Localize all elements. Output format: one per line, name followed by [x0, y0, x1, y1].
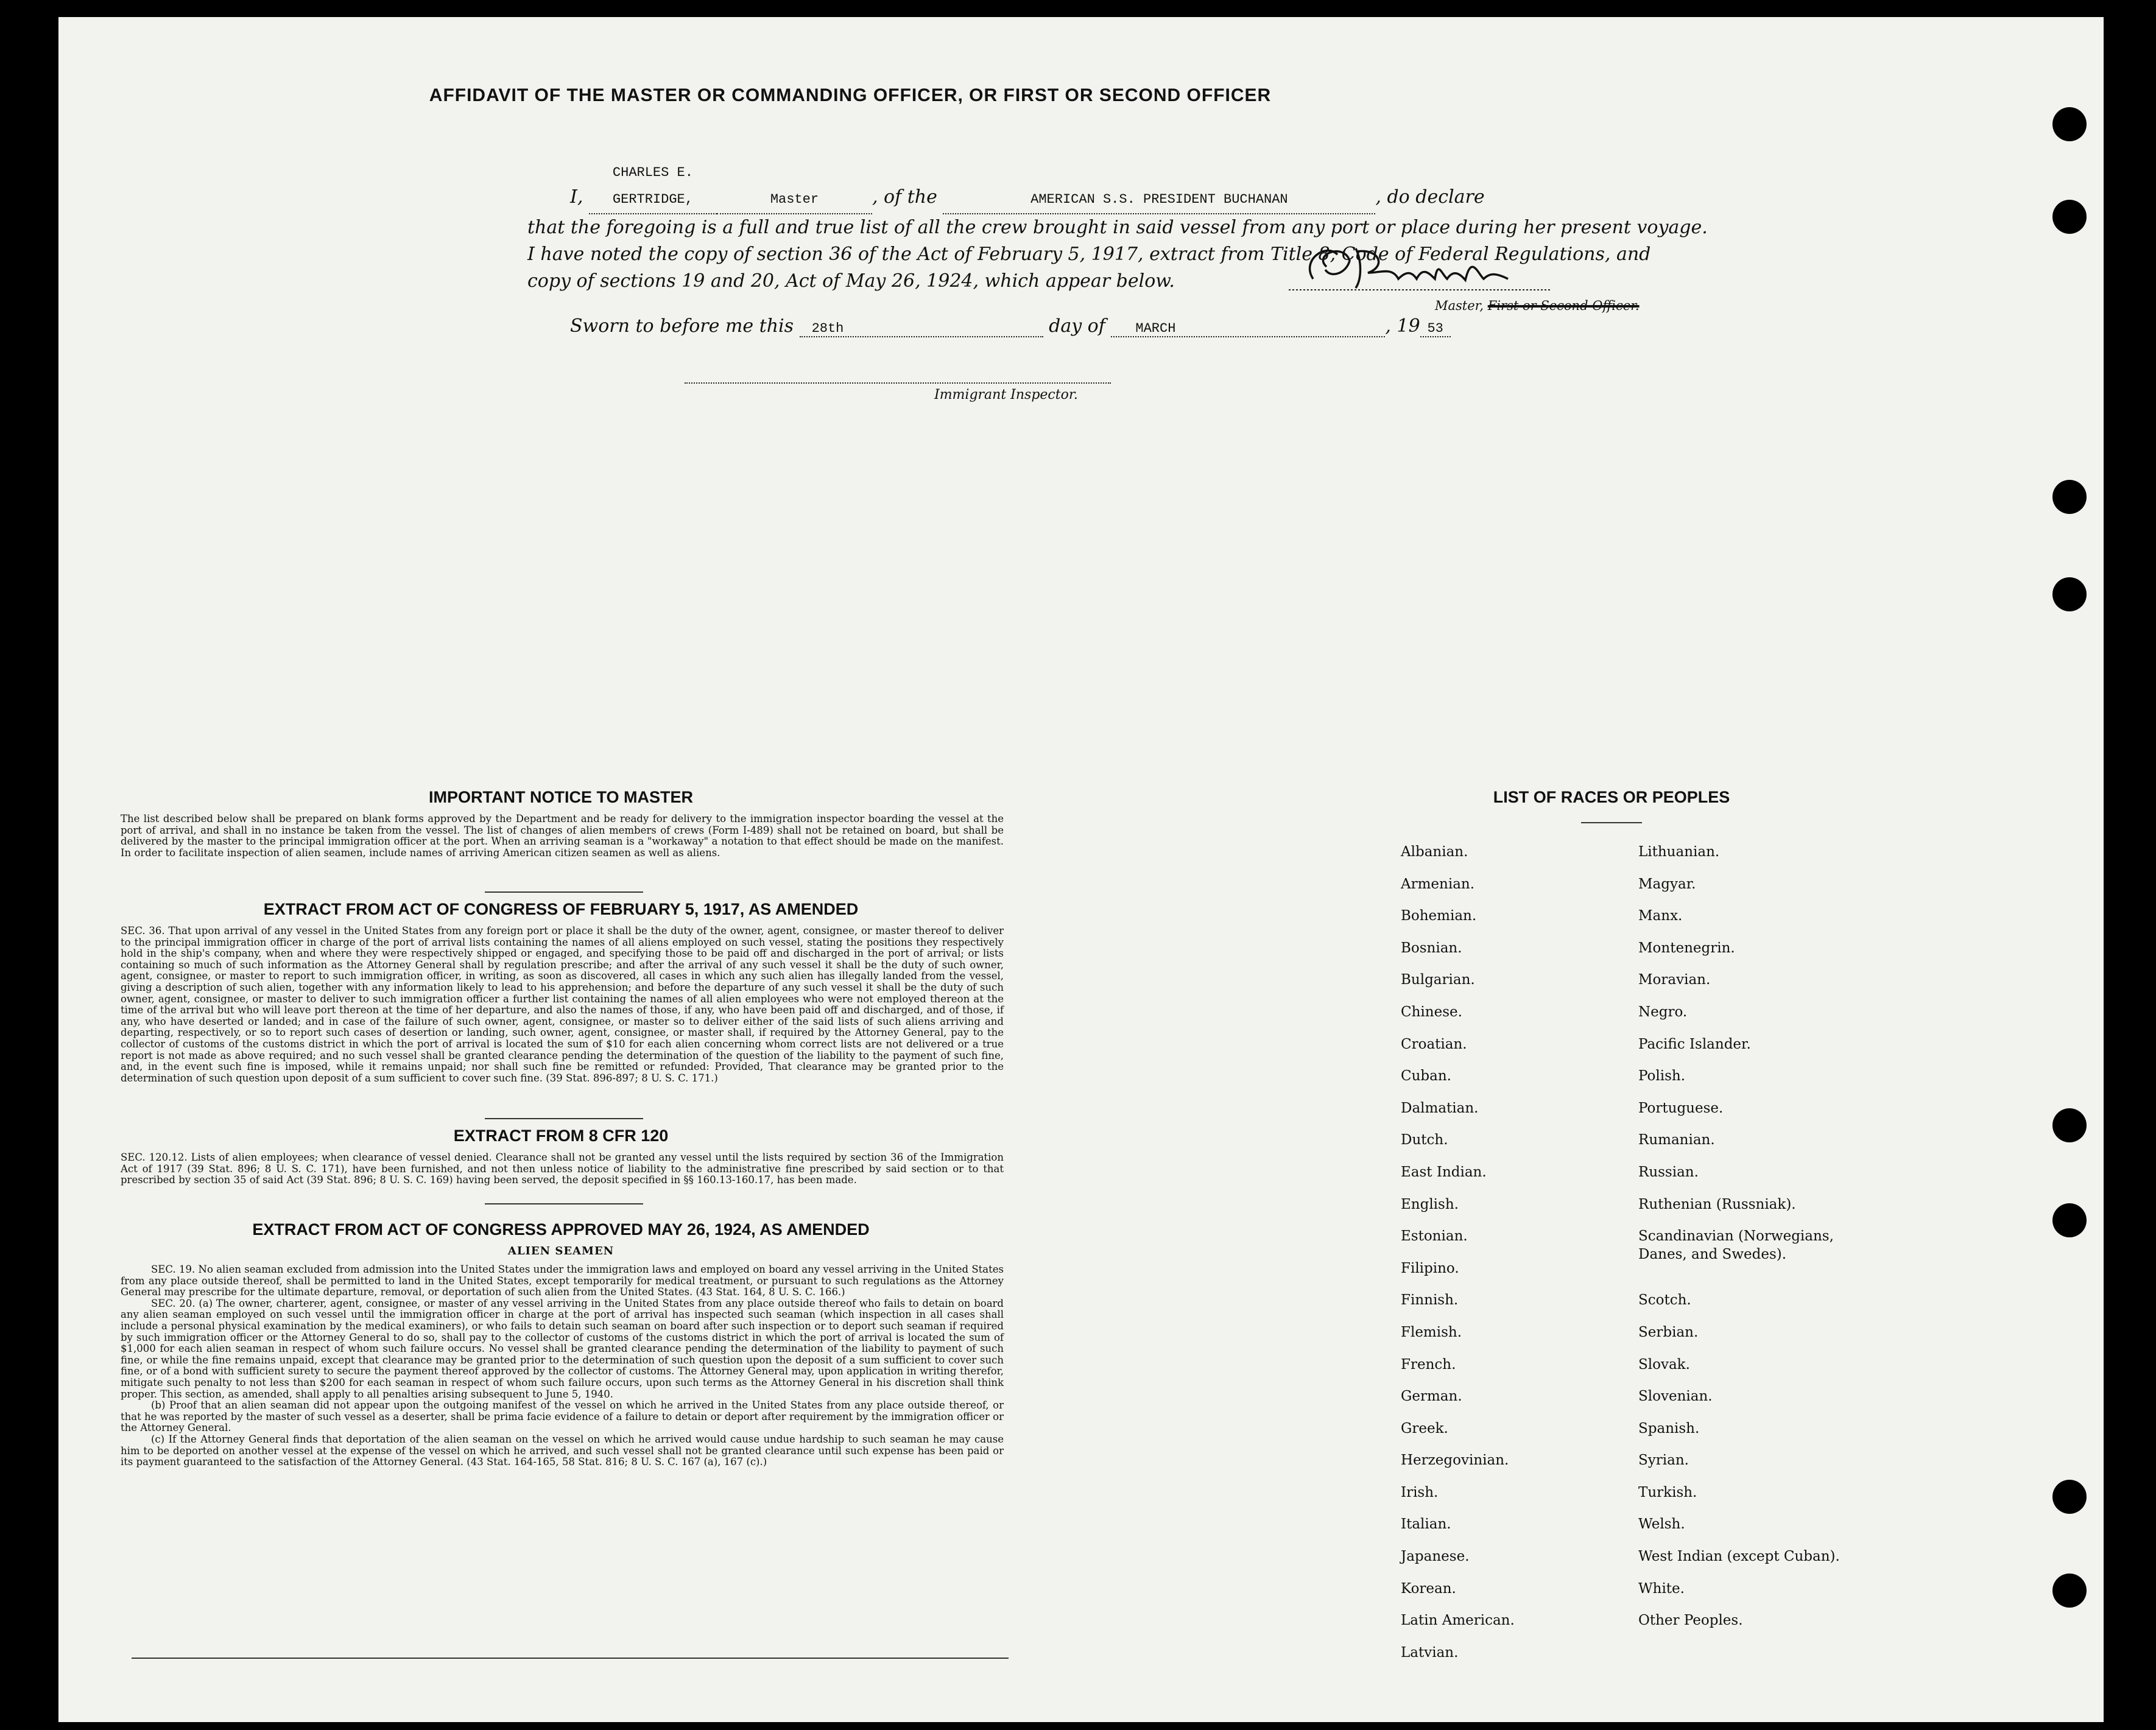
punch-hole [2052, 1480, 2087, 1514]
race-item: Dalmatian. [1401, 1100, 1479, 1116]
race-item: English. [1401, 1196, 1459, 1212]
sec-20-c: (c) If the Attorney General finds that deportation of the alien seaman on the vessel on which he arrived would cause undue hardship to such seaman he may cause him to be deported on another vessel at the expense of the vessel on which he arrived, and such vessel shall not be granted clearance until such expense has been paid or its payment guaranteed to the satisfaction of the Attorney General. (43 Stat. 164-165, 58 Stat. 816; 8 U. S. C. 167 (a), 167 (c).) [121, 1433, 1004, 1468]
race-item: Dutch. [1401, 1132, 1448, 1148]
inspector-caption: Immigrant Inspector. [934, 387, 1078, 403]
race-item: Polish. [1638, 1068, 1686, 1085]
race-item: Scandinavian (Norwegians, [1638, 1228, 1834, 1245]
race-item: Manx. [1638, 908, 1683, 924]
notice-body: The list described below shall be prepared on blank forms approved by the Department and be ready for delivery to the immigration inspector boarding the vessel at the port of arrival, and shall in no instance be taken from the vessel. The list of changes of alien members of crews (Form I-489) shall not be retained on board, but shall be delivered by the master to the principal immigration officer at the port. When an arriving seaman is a "workaway" a notation to that effect should be made on the manifest. In order to facilitate inspection of alien seamen, include names of arriving American citizen seamen as well as aliens. [121, 813, 1004, 859]
race-item: French. [1401, 1356, 1456, 1373]
sec-19: SEC. 19. No alien seaman excluded from admission into the United States under the immigration laws and employed on board any vessel arriving in the United States from any place outside thereof, shall be permitted to land in the United States, except temporarily for medical treatment, or pursuant to such regulations as the Attorney General may prescribe for the ultimate departure, removal, or deportation of such alien from the United States. (43 Stat. 164, 8 U. S. C. 166.) [121, 1264, 1004, 1298]
form-page [58, 17, 2104, 1722]
declaration-line-3: I have noted the copy of section 36 of the Act of February 5, 1917, extract from Title 8, Code of Federal Regulations, and [527, 244, 1651, 265]
punch-hole [2052, 107, 2087, 141]
race-item: Magyar. [1638, 876, 1696, 892]
extract-1924-body [121, 1264, 1004, 1468]
race-item: German. [1401, 1388, 1462, 1405]
race-item: Other Peoples. [1638, 1612, 1743, 1629]
races-heading: LIST OF RACES OR PEOPLES [1493, 788, 1730, 806]
race-item: Chinese. [1401, 1004, 1462, 1020]
race-item: Rumanian. [1638, 1132, 1715, 1148]
master-signature [1289, 236, 1642, 303]
race-item: Syrian. [1638, 1452, 1689, 1469]
races-left-column [1401, 844, 1515, 1676]
race-item: Montenegrin. [1638, 940, 1735, 956]
race-item: Moravian. [1638, 972, 1711, 988]
race-item: Welsh. [1638, 1516, 1685, 1533]
race-item: Bulgarian. [1401, 972, 1475, 988]
race-item: Slovak. [1638, 1356, 1690, 1373]
race-item: Lithuanian. [1638, 844, 1720, 860]
sec-20-b: (b) Proof that an alien seaman did not appear upon the outgoing manifest of the vessel on which he arrived in the United States from any place outside thereof, or that he was reported by the master of such vessel as a deserter, shall be prima facie evidence of a failure to detain or deport after requirement by the immigration officer or the Attorney General. [121, 1399, 1004, 1434]
race-item: Italian. [1401, 1516, 1451, 1533]
race-item: Pacific Islander. [1638, 1036, 1751, 1052]
master-name-field: CHARLES E. GERTRIDGE, [589, 160, 717, 214]
race-item: White. [1638, 1580, 1685, 1597]
race-item: Danes, and Swedes). [1638, 1247, 1787, 1263]
race-item: Cuban. [1401, 1068, 1451, 1085]
do-declare-label: , do declare [1375, 186, 1485, 208]
extract-1924-subheading: ALIEN SEAMEN [507, 1245, 615, 1257]
race-item: Russian. [1638, 1164, 1699, 1180]
race-item: West Indian (except Cuban). [1638, 1549, 1840, 1565]
race-item: Latin American. [1401, 1612, 1515, 1629]
day-of-label: day of [1049, 315, 1105, 337]
sworn-line [570, 315, 1451, 337]
declaration-line-1 [527, 160, 1739, 214]
punch-hole [2052, 480, 2087, 514]
declaration-pronoun: I, [570, 186, 583, 208]
race-item: Slovenian. [1638, 1388, 1713, 1405]
punch-hole [2052, 200, 2087, 234]
race-item: Armenian. [1401, 876, 1475, 892]
race-item: Negro. [1638, 1004, 1688, 1020]
declaration-line-2: that the foregoing is a full and true list of all the crew brought in said vessel from any port or place during her present voyage. [527, 217, 1708, 238]
caption-master: Master, [1435, 298, 1484, 313]
race-item: Bohemian. [1401, 908, 1477, 924]
sworn-month-field: MARCH [1111, 321, 1385, 337]
punch-hole [2052, 1574, 2087, 1608]
race-item: Turkish. [1638, 1484, 1697, 1500]
rank-field: Master [717, 186, 872, 214]
caption-struck: First or Second Officer. [1487, 298, 1640, 313]
race-item: Korean. [1401, 1580, 1456, 1597]
race-item: Spanish. [1638, 1420, 1700, 1436]
sworn-year-field: 53 [1420, 321, 1451, 337]
vessel-name-field: AMERICAN S.S. PRESIDENT BUCHANAN [943, 186, 1375, 214]
extract-1924-heading: EXTRACT FROM ACT OF CONGRESS APPROVED MAY 26, 1924, AS AMENDED [252, 1220, 870, 1239]
extract-cfr-body: SEC. 120.12. Lists of alien employees; when clearance of vessel denied. Clearance shall not be granted any vessel until the lists required by section 36 of the Immigration Act of 1917 (39 Stat. 896; 8 U. S. C. 171), have been furnished, and not then unless notice of liability to the administrative fine prescribed by said section or to that prescribed by section 35 of said Act (39 Stat. 896; 8 U. S. C. 169) having been served, the deposit specified in §§ 160.13-160.17, has been made. [121, 1152, 1004, 1186]
race-item: Herzegovinian. [1401, 1452, 1509, 1469]
race-item: East Indian. [1401, 1164, 1487, 1180]
races-right-column [1638, 844, 1840, 1645]
of-the-label: , of the [872, 186, 937, 208]
race-item: Scotch. [1638, 1292, 1691, 1309]
race-item: Portuguese. [1638, 1100, 1724, 1116]
year-prefix: , 19 [1385, 315, 1420, 337]
bottom-rule [132, 1658, 1009, 1659]
inspector-signature-line [685, 382, 1111, 384]
extract-1917-body: SEC. 36. That upon arrival of any vessel in the United States from any foreign port or place it shall be the duty of the owner, agent, consignee, or master thereof to deliver to the principal immigration officer in charge of the port of arrival lists containing the names of all aliens employed on such vessel, stating the positions they respectively hold in the ship's company, when and where they were respectively shipped or engaged, and specifying those to be paid off and discharged in the port of arrival; or lists containing so much of such information as the Attorney General shall by regulation prescribe; and after the arrival of any such vessel it shall be the duty of such owner, agent, consignee, or master to report to such immigration officer, in writing, as soon as discovered, all cases in which any such alien has illegally landed from the vessel, giving a description of such alien, together with any information likely to lead to his apprehension; and before the departure of any such vessel it shall be the duty of such owner, agent, consignee, or master to deliver to such immigration officer a further list containing the names of all alien employees who were not employed thereon at the time of the arrival but who will leave port thereon at the time of her departure, and also the names of those, if any, who have been paid off and discharged, and of those, if any, who have deserted or landed; and in case of the failure of such owner, agent, consignee, or master so to deliver either of the said lists of such aliens arriving and departing, respectively, or so to report such cases of desertion or landing, such owner, agent, consignee, or master shall, if required by the Attorney General, pay to the collector of customs of the customs district in which the port of arrival is located the sum of $10 for each alien concerning whom correct lists are not delivered or a true report is not made as above required; and no such vessel shall be granted clearance pending the determination of the question of the liability to the payment of such fine, and, in the event such fine is imposed, while it remains unpaid; nor shall such fine be remitted or refunded: Provided, That clearance may be granted prior to the determination of such question upon deposit of a sum sufficient to cover such fine. (39 Stat. 896-897; 8 U. S. C. 171.) [121, 925, 1004, 1084]
race-item: Greek. [1401, 1420, 1448, 1436]
race-item: Latvian. [1401, 1644, 1459, 1661]
extract-1917-heading: EXTRACT FROM ACT OF CONGRESS OF FEBRUARY 5, 1917, AS AMENDED [263, 900, 859, 918]
punch-hole [2052, 1108, 2087, 1142]
race-item: Ruthenian (Russniak). [1638, 1196, 1796, 1212]
extract-cfr-heading: EXTRACT FROM 8 CFR 120 [453, 1127, 669, 1145]
sworn-day-field: 28th [800, 321, 1043, 337]
race-item: Filipino. [1401, 1260, 1459, 1276]
race-item: Japanese. [1401, 1549, 1470, 1565]
race-item: Croatian. [1401, 1036, 1467, 1052]
race-item: Irish. [1401, 1484, 1439, 1500]
affidavit-title: AFFIDAVIT OF THE MASTER OR COMMANDING OFFICER, OR FIRST OR SECOND OFFICER [429, 85, 1272, 105]
declaration-line-4: copy of sections 19 and 20, Act of May 26, 1924, which appear below. [527, 270, 1175, 292]
signature-caption [1435, 298, 1640, 313]
race-item: Flemish. [1401, 1324, 1462, 1340]
race-item: Finnish. [1401, 1292, 1459, 1309]
races-divider [1581, 822, 1642, 823]
sworn-prefix: Sworn to before me this [570, 315, 794, 337]
divider-1 [485, 891, 643, 893]
race-item: Serbian. [1638, 1324, 1699, 1340]
race-item: Bosnian. [1401, 940, 1462, 956]
race-item: Albanian. [1401, 844, 1468, 860]
race-item: Estonian. [1401, 1228, 1468, 1245]
punch-hole [2052, 577, 2087, 611]
divider-3 [485, 1203, 643, 1204]
sec-20-a: SEC. 20. (a) The owner, charterer, agent, consignee, or master of any vessel arriving in the United States from any place outside thereof who fails to detain on board any alien seaman employed on such vessel until the immigration officer in charge at the port of arrival has inspected such seaman (which inspection in all cases shall include a personal physical examination by the medical examiners), or who fails to detain such seaman on board after such inspection or to deport such seaman if required by such immigration officer or the Attorney General to do so, shall pay to the collector of customs of the customs district in which the port of arrival is located the sum of $1,000 for each alien seaman in respect of whom such failure occurs. No vessel shall be granted clearance pending the determination of the liability to payment of such fine, or while the fine remains unpaid, except that clearance may be granted prior to the determination of such question upon the deposit of a sum sufficient to cover such fine, or of a bond with sufficient surety to secure the payment thereof approved by the collector of customs. The Attorney General may, upon application in writing therefor, mitigate such penalty to not less than $200 for each seaman in respect of whom such failure occurs, upon such terms as the Attorney General in his discretion shall think proper. This section, as amended, shall apply to all penalties arising subsequent to June 5, 1940. [121, 1297, 1004, 1400]
punch-hole [2052, 1203, 2087, 1237]
divider-2 [485, 1118, 643, 1119]
notice-heading: IMPORTANT NOTICE TO MASTER [429, 788, 693, 806]
